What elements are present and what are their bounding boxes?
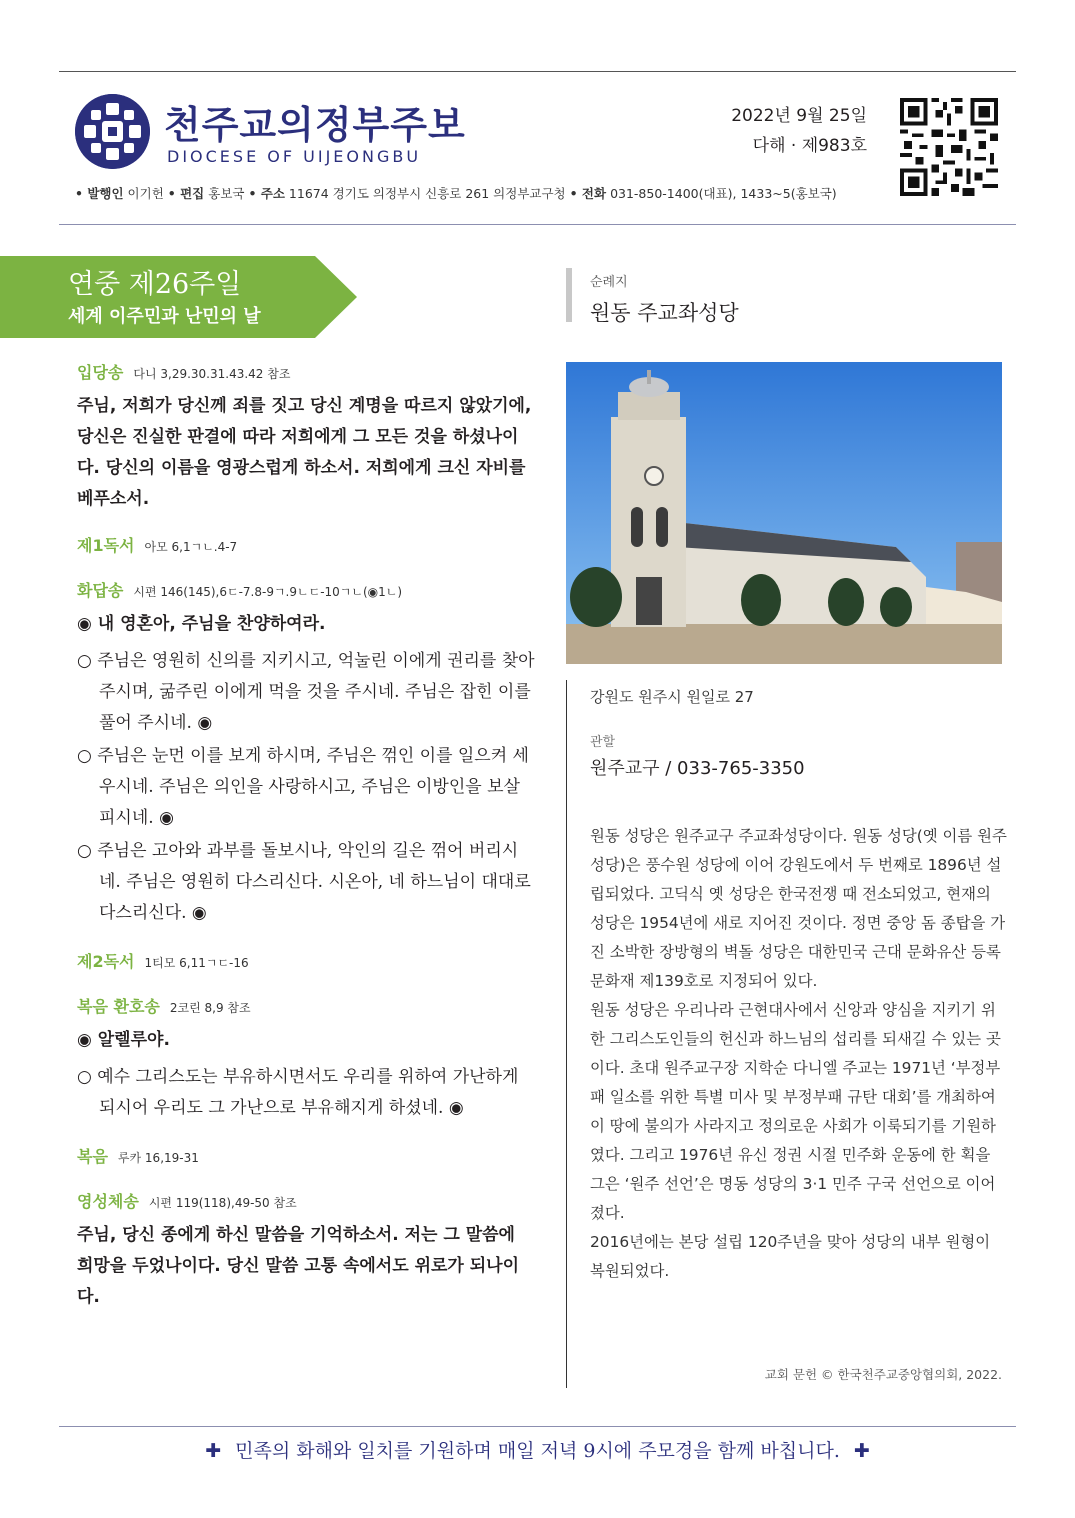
section-marker [566, 268, 572, 322]
cross-icon: ✚ [853, 1440, 870, 1462]
pilgrimage-title: 원동 주교좌성당 [590, 301, 739, 325]
jurisdiction-label: 관할 [590, 735, 616, 750]
scripture-reference: 1티모 6,11ㄱㄷ-16 [144, 956, 249, 970]
sunday-title: 연중 제26주일 [68, 269, 242, 300]
address-label: • 주소 [248, 186, 285, 201]
newsletter-title: 천주교의정부주보 [164, 103, 466, 147]
issue-date: 2022년 9월 25일 [731, 106, 867, 126]
description-paragraph: 2016년에는 본당 설립 120주년을 맞아 성당의 내부 원형이 복원되었다. [590, 1233, 991, 1280]
column-rule [566, 680, 567, 1388]
pilgrimage-kicker: 순례지 [590, 275, 628, 290]
phone-value: 031-850-1400(대표), 1433~5(홍보국) [606, 186, 837, 201]
church-address: 강원도 원주시 원일로 27 [590, 688, 754, 706]
section-label: 제2독서 [77, 952, 135, 971]
header-divider [59, 224, 1016, 225]
acclamation-response: ◉ 알렐루야. [77, 1030, 170, 1050]
phone-label: • 전화 [569, 186, 607, 201]
scripture-reference: 시편 146(145),6ㄷ-7.8-9ㄱ.9ㄴㄷ-10ㄱㄴ(◉1ㄴ) [133, 585, 403, 599]
issue-number: 다해 · 제983호 [752, 136, 867, 156]
psalm-verse: ○ 주님은 고아와 과부를 돌보시나, 악인의 길은 꺾어 버리시네. 주님은 영원히 다스리신다. 시온아, 네 하느님이 대대로 다스리신다. ◉ [77, 841, 531, 923]
section-label: 화답송 [77, 581, 124, 600]
footer-text: 민족의 화해와 일치를 기원하며 매일 저녁 9시에 주모경을 함께 바칩니다. [235, 1440, 840, 1462]
liturgy-column [77, 360, 535, 1313]
editor-label: • 편집 [167, 186, 205, 201]
newsletter-subtitle: DIOCESE OF UIJEONGBU [167, 147, 422, 166]
section-label: 제1독서 [77, 536, 135, 555]
publisher-label: • 발행인 [75, 186, 124, 201]
psalm-verse: ○ 주님은 눈먼 이를 보게 하시며, 주님은 꺾인 이를 일으켜 세우시네. 주님은 의인을 사랑하시고, 주님은 이방인을 보살피시네. ◉ [77, 746, 529, 828]
section-label: 복음 환호송 [77, 997, 160, 1016]
cross-icon: ✚ [205, 1440, 222, 1462]
section-label: 영성체송 [77, 1192, 139, 1211]
sunday-subtitle: 세계 이주민과 난민의 날 [68, 306, 261, 327]
jurisdiction-value: 원주교구 / 033-765-3350 [590, 758, 805, 779]
second-reading-header [77, 949, 535, 972]
acclamation-verse: ○ 예수 그리스도는 부유하시면서도 우리를 위하여 가난하게 되시어 우리도 그 가난으로 부유해지게 하셨네. ◉ [77, 1067, 519, 1118]
first-reading-header [77, 533, 535, 556]
psalm-response: ◉ 내 영혼아, 주님을 찬양하여라. [77, 614, 326, 634]
communion-header [77, 1189, 535, 1212]
acclamation-header [77, 994, 535, 1017]
qr-code-icon[interactable] [900, 98, 998, 196]
entrance-antiphon-header [77, 360, 535, 383]
communion-antiphon-text: 주님, 당신 종에게 하신 말씀을 기억하소서. 저는 그 말씀에 희망을 두었나이다. 당신 말씀 고통 속에서도 위로가 되나이다. [77, 1225, 520, 1307]
scripture-reference: 루카 16,19-31 [117, 1151, 199, 1165]
footer-divider [59, 1426, 1016, 1427]
description-paragraph: 원동 성당은 원주교구 주교좌성당이다. 원동 성당(옛 이름 원주 성당)은 풍수원 성당에 이어 강원도에서 두 번째로 1896년 설립되었다. 고딕식 옛 성당은 한국전쟁 때 전소되었고, 현재의 성당은 1954년에 새로 지어진 것이다. 정면 중앙 돔 종탑을 가진 소박한 장방형의 벽돌 성당은 대한민국 근대 문화유산 등록 문화재 제139호로 지정되어 있다. [590, 827, 1007, 990]
scripture-reference: 시편 119(118),49-50 참조 [148, 1196, 297, 1210]
scripture-reference: 다니 3,29.30.31.43.42 참조 [133, 367, 291, 381]
section-label: 입당송 [77, 363, 124, 382]
scripture-reference: 아모 6,1ㄱㄴ.4-7 [144, 540, 238, 554]
top-rule [59, 71, 1016, 72]
gospel-header [77, 1144, 535, 1167]
psalm-verse: ○ 주님은 영원히 신의를 지키시고, 억눌린 이에게 권리를 찾아 주시며, 굶주린 이에게 먹을 것을 주시네. 주님은 잡힌 이를 풀어 주시네. ◉ [77, 651, 535, 733]
diocese-logo-icon [75, 94, 150, 169]
psalm-header [77, 578, 535, 601]
footer-prayer-line [0, 1436, 1075, 1463]
publisher-info [75, 184, 837, 202]
copyright-note: 교회 문헌 © 한국천주교중앙협의회, 2022. [764, 1367, 1002, 1382]
entrance-antiphon-text: 주님, 저희가 당신께 죄를 짓고 당신 계명을 따르지 않았기에, 당신은 진실한 판결에 따라 저희에게 그 모든 것을 하셨나이다. 당신의 이름을 영광스럽게 하소서. 저희에게 크신 자비를 베푸소서. [77, 396, 532, 509]
description-paragraph: 원동 성당은 우리나라 근현대사에서 신앙과 양심을 지키기 위한 그리스도인들의 헌신과 하느님의 섭리를 되새길 수 있는 곳이다. 초대 원주교구장 지학순 다니엘 주교는 1971년 ‘부정부패 일소를 위한 특별 미사 및 부정부패 규탄 대회’를 개최하여 이 땅에 불의가 사라지고 정의로운 사회가 이룩되기를 기원하였다. 그리고 1976년 유신 정권 시절 민주화 운동에 한 획을 그은 ‘원주 선언’은 명동 성당의 3·1 민주 구국 선언으로 이어졌다. [590, 1001, 1001, 1222]
cathedral-photo [566, 362, 1002, 664]
publisher-value: 이기헌 [123, 186, 168, 201]
scripture-reference: 2코린 8,9 참조 [169, 1001, 251, 1015]
section-label: 복음 [77, 1147, 108, 1166]
pilgrimage-description [590, 822, 1008, 1286]
editor-value: 홍보국 [204, 186, 249, 201]
address-value: 11674 경기도 의정부시 신흥로 261 의정부교구청 [284, 186, 570, 201]
